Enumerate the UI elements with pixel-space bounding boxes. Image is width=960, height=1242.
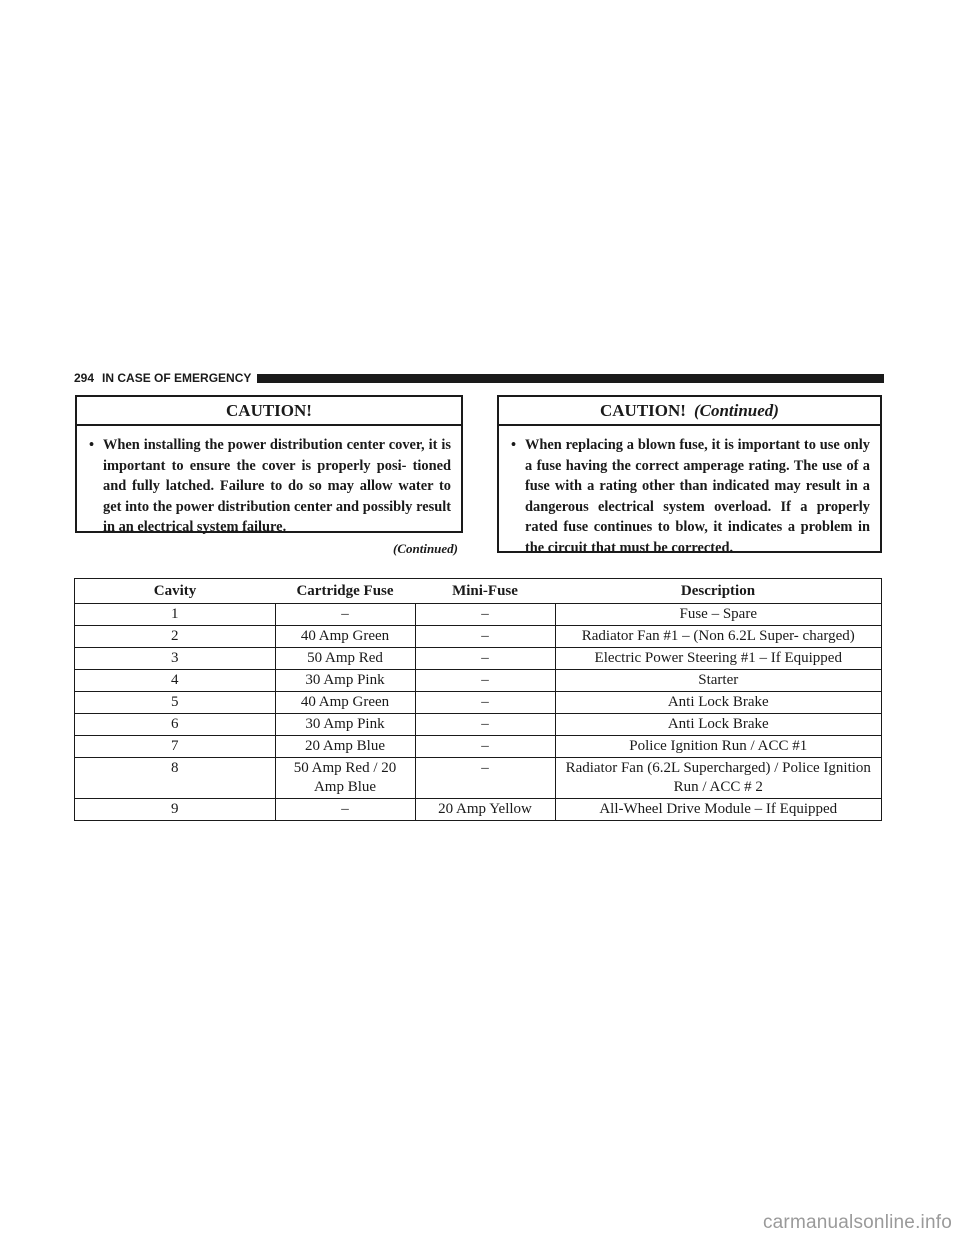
header-cavity: Cavity [75,579,276,604]
cell-mini-fuse: – [415,736,555,758]
cell-cavity: 3 [75,648,276,670]
caution-left-heading [77,397,461,426]
caution-right-title-suffix: (Continued) [693,401,779,420]
table-row [75,626,882,648]
cell-mini-fuse: – [415,758,555,799]
cell-description: Electric Power Steering #1 – If Equipped [555,648,882,670]
cell-cartridge-fuse: 40 Amp Green [275,692,415,714]
cell-description: Police Ignition Run / ACC #1 [555,736,882,758]
cell-cavity: 5 [75,692,276,714]
cell-mini-fuse: 20 Amp Yellow [415,799,555,821]
cell-cavity: 7 [75,736,276,758]
table-row [75,692,882,714]
cell-mini-fuse: – [415,692,555,714]
table-row [75,714,882,736]
table-header-row [75,579,882,604]
cell-cartridge-fuse: 30 Amp Pink [275,670,415,692]
caution-right-text: When replacing a blown fuse, it is important to use only a fuse having the correct amperage rating. The use of a fuse with a rating other than indicated may result in a dangerous electrical system overload. If a properly rated fuse continues to blow, it indicates a problem in the circuit that must be corrected. [525,437,870,556]
page-header [74,370,884,386]
cell-mini-fuse: – [415,604,555,626]
caution-left-text: When installing the power distribution center cover, it is important to ensure the cover is properly posi- tioned and fully latched. Failure to do so may allow water to get into the power distribution center and possibly result in an electrical system failure. [103,437,451,535]
header-mini-fuse: Mini-Fuse [415,579,555,604]
table-row [75,648,882,670]
cell-cavity: 4 [75,670,276,692]
header-description: Description [555,579,882,604]
cell-cavity: 8 [75,758,276,799]
cell-cartridge-fuse: 50 Amp Red [275,648,415,670]
section-title: IN CASE OF EMERGENCY [102,371,252,385]
header-cartridge-fuse: Cartridge Fuse [275,579,415,604]
cell-description: Starter [555,670,882,692]
cell-cartridge-fuse: 40 Amp Green [275,626,415,648]
caution-right-title: CAUTION! [600,401,686,420]
continued-label: (Continued) [392,541,458,556]
caution-left-title: CAUTION! [226,401,312,420]
table-row [75,758,882,799]
caution-right-heading [499,397,880,426]
cell-description: All-Wheel Drive Module – If Equipped [555,799,882,821]
header-rule [257,374,884,383]
cell-cartridge-fuse: 30 Amp Pink [275,714,415,736]
fuse-table [74,578,882,821]
cell-cavity: 9 [75,799,276,821]
caution-left-body [77,426,461,538]
cell-description: Anti Lock Brake [555,714,882,736]
table-row [75,670,882,692]
bullet-icon: • [89,437,95,453]
cell-description: Radiator Fan (6.2L Supercharged) / Police Ignition Run / ACC # 2 [555,758,882,799]
table-row [75,604,882,626]
cell-cavity: 2 [75,626,276,648]
cell-mini-fuse: – [415,626,555,648]
bullet-icon: • [511,437,517,453]
cell-cartridge-fuse: – [275,799,415,821]
table-row [75,799,882,821]
cell-cartridge-fuse: 20 Amp Blue [275,736,415,758]
cell-mini-fuse: – [415,714,555,736]
cell-mini-fuse: – [415,670,555,692]
cell-description: Fuse – Spare [555,604,882,626]
cell-cavity: 1 [75,604,276,626]
caution-box-left [75,395,463,533]
watermark-text: carmanualsonline.info [762,1212,952,1233]
cell-description: Anti Lock Brake [555,692,882,714]
table-row [75,736,882,758]
cell-cavity: 6 [75,714,276,736]
cell-description: Radiator Fan #1 – (Non 6.2L Super- charged) [555,626,882,648]
cell-cartridge-fuse: 50 Amp Red / 20 Amp Blue [275,758,415,799]
cell-cartridge-fuse: – [275,604,415,626]
cell-mini-fuse: – [415,648,555,670]
caution-box-right [497,395,882,556]
page-number: 294 [74,371,95,385]
caution-right-body [499,426,880,558]
